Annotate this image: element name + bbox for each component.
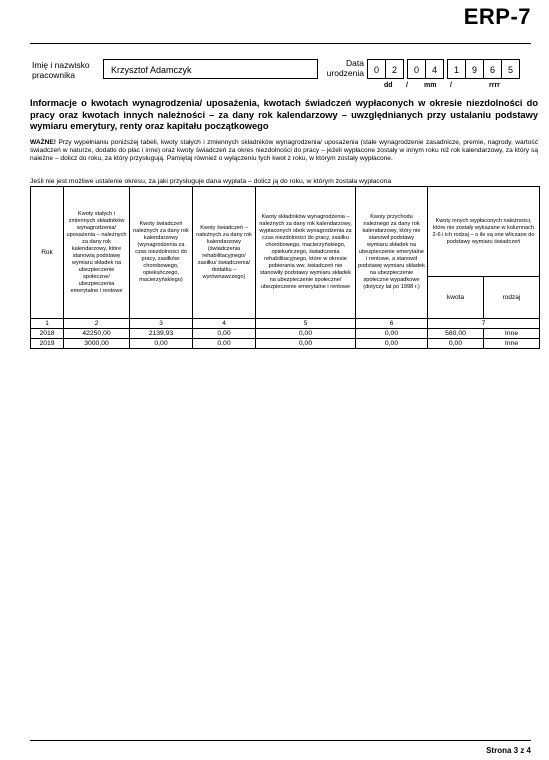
name-label: Imię i nazwisko pracownika bbox=[32, 60, 90, 80]
cell-col6: 0,00 bbox=[356, 339, 428, 349]
header-col7: Kwoty innych wypłaconych należności, które nie zostały wykazane w kolumnach 2-6 i ich rodzaj – o ile są one wliczane do podstawy wymiaru świadczeń bbox=[428, 187, 540, 277]
column-number: 7 bbox=[428, 319, 540, 329]
form-code: ERP-7 bbox=[463, 4, 531, 29]
cell-col2: 42250,00 bbox=[64, 329, 130, 339]
cell-rodzaj: Inne bbox=[484, 329, 540, 339]
note-text: Przy wypełnianiu poniższej tabeli, kwoty stałych i zmiennych składników wynagrodzenia/ uposażenia (stałe wynagrodzenie zasadnicze, premie, nagrody, wartość świadczeń w naturze, dodatki do płac i inne) oraz kwoty świadczeń za okres niezdolności do pracy – jeżeli wypłacone zostały w innym roku niż rok kalendarzowy, za który są należne – dolicz do roku, za który przysługują. Pamiętaj również o wyłączeniu tych kwot z roku, w którym zostały wypłacone. bbox=[30, 139, 538, 163]
birth-format-dd: dd bbox=[384, 82, 393, 89]
table-row bbox=[31, 329, 540, 339]
birth-date-field[interactable] bbox=[368, 59, 520, 79]
cell-col4: 0,00 bbox=[193, 339, 256, 349]
cell-col4: 0,00 bbox=[193, 329, 256, 339]
birth-digit[interactable]: 1 bbox=[447, 59, 466, 79]
cell-kwota: 580,00 bbox=[428, 329, 484, 339]
top-divider bbox=[30, 43, 531, 44]
birth-digit[interactable]: 6 bbox=[483, 59, 502, 79]
header-col3: Kwoty świadczeń należnych za dany rok kalendarzowy (wynagrodzenia za czas niezdolności do pracy, zasiłków: chorobowego, opiekuńczego, macierzyńskiego) bbox=[130, 187, 193, 319]
birth-digit[interactable]: 0 bbox=[407, 59, 426, 79]
birth-digit[interactable]: 0 bbox=[367, 59, 386, 79]
page-number: Strona 3 z 4 bbox=[486, 746, 531, 755]
header-rok: Rok bbox=[31, 187, 64, 319]
cell-col6: 0,00 bbox=[356, 329, 428, 339]
cell-col5: 0,00 bbox=[256, 339, 356, 349]
header-col4: Kwoty świadczeń – należnych za dany rok kalendarzowy (świadczenia rehabilitacyjnego/ zasiłku/ świadczenia/ dodatku – wyrównawczego) bbox=[193, 187, 256, 319]
cell-rodzaj: Inne bbox=[484, 339, 540, 349]
column-number: 6 bbox=[356, 319, 428, 329]
section-title: Informacje o kwotach wynagrodzenia/ uposażenia, kwotach świadczeń wypłaconych w okresie niezdolności do pracy oraz kwotach innych należności – za dany rok kalendarzowy – uwzględnianych przy ustalaniu podstawy wymiaru emerytury, renty oraz kapitału początkowego bbox=[30, 98, 538, 131]
birth-digit[interactable]: 5 bbox=[501, 59, 520, 79]
birth-format-sep: / bbox=[406, 82, 408, 89]
cell-col3: 0,00 bbox=[130, 339, 193, 349]
birth-digit[interactable]: 9 bbox=[465, 59, 484, 79]
column-number: 5 bbox=[256, 319, 356, 329]
birth-digit[interactable]: 2 bbox=[385, 59, 404, 79]
cell-col5: 0,00 bbox=[256, 329, 356, 339]
birth-format-yyyy: rrrr bbox=[489, 82, 500, 89]
column-number: 3 bbox=[130, 319, 193, 329]
subnote: Jeśli nie jest możliwe ustalenie okresu, za jaki przysługuje dana wypłata – dolicz ją do roku, w którym została wypłacona bbox=[30, 178, 392, 185]
header-rodzaj: rodzaj bbox=[484, 277, 540, 319]
header-kwota: kwota bbox=[428, 277, 484, 319]
header-col5: Kwoty składników wynagrodzenia – należnych za dany rok kalendarzowy, wypłaconych obok wynagrodzenia za czas niezdolności do pracy, zasiłku chorobowego, macierzyńskiego, opiekuńczego, świadczenia rehabilitacyjnego, które w okresie pobierania ww. świadczeń nie stanowiły podstawy wymiaru składek na ubezpieczenie społeczne/ ubezpieczenie emerytalne i rentowe bbox=[256, 187, 356, 319]
cell-rok: 2019 bbox=[31, 339, 64, 349]
column-number: 4 bbox=[193, 319, 256, 329]
birth-label: Data urodzenia bbox=[326, 58, 364, 78]
name-field[interactable]: Krzysztof Adamczyk bbox=[103, 59, 318, 79]
earnings-table bbox=[30, 186, 540, 349]
cell-col3: 2139,93 bbox=[130, 329, 193, 339]
cell-col2: 3000,00 bbox=[64, 339, 130, 349]
birth-digit[interactable]: 4 bbox=[425, 59, 444, 79]
header-col2: Kwoty stałych i zmiennych składników wynagrodzenia/ uposażenia – należnych za dany rok kalendarzowy, które stanowią podstawę wymiaru składek na ubezpieczenie społeczne/ ubezpieczenia emerytalne i rentowe bbox=[64, 187, 130, 319]
table-row bbox=[31, 339, 540, 349]
birth-format-sep: / bbox=[450, 82, 452, 89]
cell-kwota: 0,00 bbox=[428, 339, 484, 349]
cell-rok: 2018 bbox=[31, 329, 64, 339]
note-warning: WAŻNE! bbox=[30, 139, 57, 146]
important-note bbox=[30, 139, 538, 164]
column-number: 1 bbox=[31, 319, 64, 329]
column-number: 2 bbox=[64, 319, 130, 329]
header-col6: Kwoty przychodu należnego za dany rok kalendarzowy, który nie stanowił podstawy wymiaru składek na ubezpieczenie emerytalne i rentowe, a stanowił podstawę wymiaru składek na ubezpieczenie społeczne wypadkowe (dotyczy lat po 1998 r.) bbox=[356, 187, 428, 319]
bottom-divider bbox=[30, 740, 531, 741]
birth-format-mm: mm bbox=[424, 82, 437, 89]
